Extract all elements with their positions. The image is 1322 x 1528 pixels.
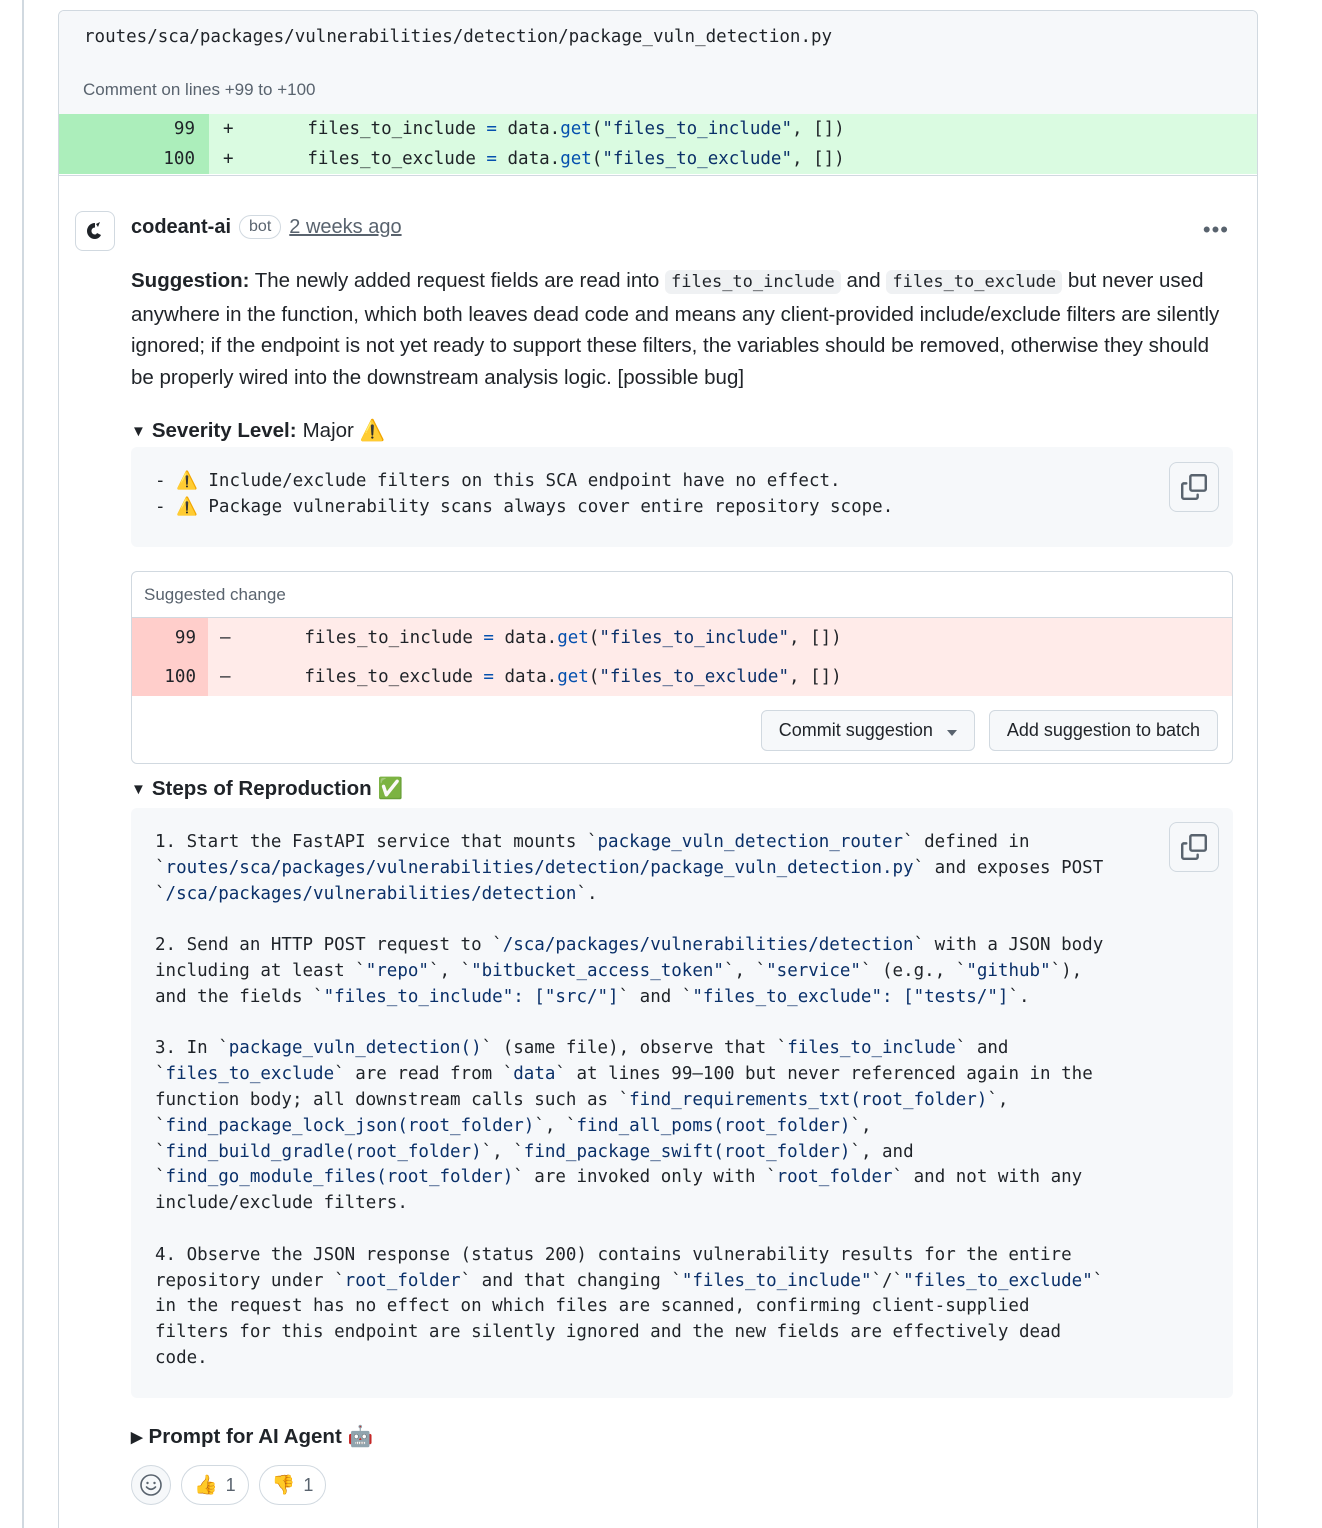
code-paren: (: [588, 666, 600, 687]
thumbs-down-count: 1: [303, 1474, 314, 1495]
code-args: , []): [789, 627, 842, 648]
step-3: 3. In `package_vuln_detection()` (same file), observe that `files_to_include` and `files_to_exclude` are read from `data` at lines 99–100 but never referenced again in the function body; all downstream calls such as `find_requirements_txt(root_folder)`, `find_package_lock_json(root_folder)`, `find_all_poms(root_folder)`, `find_build_gradle(root_folder)`, `find_package_swift(root_folder)`, and `find_go_module_files(root_folder)` are invoked only with `root_folder` and not with any include/exclude filters.: [155, 1038, 1093, 1214]
line-number[interactable]: 100: [59, 144, 209, 174]
copy-button[interactable]: [1169, 822, 1219, 872]
indent: [265, 149, 307, 169]
thumbs-down-icon: 👎: [271, 1475, 296, 1496]
step-2: 2. Send an HTTP POST request to `/sca/packages/vulnerabilities/detection` with a JSON body including at least `"repo"`, `"bitbucket_access_token"`, `"service"` (e.g., `"github"`), and the fields `"files_to_include": ["src/"]` and `"files_to_exclude": ["tests/"]`.: [155, 935, 1104, 1007]
robot-icon: 🤖: [347, 1425, 374, 1448]
code-op: =: [472, 666, 505, 687]
code-fn: get: [557, 666, 589, 687]
commit-suggestion-button[interactable]: [761, 710, 975, 751]
body-text: and: [840, 269, 887, 292]
code-line: [208, 657, 1232, 696]
code-fn: get: [560, 149, 592, 169]
code-args: , []): [792, 149, 845, 169]
code-paren: (: [591, 119, 603, 139]
code-op: =: [472, 627, 505, 648]
line-number[interactable]: 99: [59, 114, 209, 144]
comment-body: [131, 265, 1231, 393]
code-fn: get: [557, 627, 589, 648]
author-name[interactable]: codeant-ai: [131, 215, 232, 238]
code-op: =: [475, 119, 508, 139]
add-reaction-button[interactable]: [131, 1465, 171, 1505]
line-number: 100: [132, 657, 208, 696]
comment-on-range: +99 to +100: [224, 80, 316, 99]
code-args: , []): [792, 119, 845, 139]
avatar[interactable]: [75, 211, 115, 251]
steps-codeblock: [131, 808, 1233, 1398]
code-fn: get: [560, 119, 592, 139]
code-string: "files_to_include": [602, 119, 792, 139]
code-line: [209, 114, 1257, 144]
commit-suggestion-label: Commit suggestion: [778, 720, 933, 740]
file-path-header[interactable]: routes/sca/packages/vulnerabilities/detection/package_vuln_detection.py: [59, 11, 1257, 63]
body-text: The newly added request fields are read into: [249, 269, 666, 292]
code-string: "files_to_include": [599, 627, 789, 648]
code-obj: data.: [507, 119, 561, 139]
code-var: files_to_include: [307, 119, 476, 139]
diff-line: [59, 144, 1257, 174]
timeline-line: [22, 0, 24, 1528]
codeant-logo-icon: [84, 220, 106, 242]
comment-on-lines: [59, 63, 1257, 114]
chevron-down-icon: [947, 730, 957, 736]
suggestion-label: Suggestion:: [131, 269, 250, 292]
warning-icon: ⚠️: [359, 419, 386, 442]
diff-line: [132, 657, 1232, 696]
diff-line: [132, 618, 1232, 657]
steps-label: Steps of Reproduction: [151, 777, 372, 800]
severity-codeblock: [131, 447, 1233, 547]
diff-line: [59, 114, 1257, 144]
severity-value: Major: [302, 419, 354, 442]
copy-button[interactable]: [1169, 462, 1219, 512]
expanded-triangle-icon: ▼: [131, 780, 146, 798]
code-line: [208, 618, 1232, 657]
expanded-triangle-icon: ▼: [131, 422, 146, 440]
code-var: files_to_exclude: [307, 149, 476, 169]
review-thread-card: [58, 10, 1258, 1528]
diff-sign: –: [220, 666, 231, 687]
body-text: but never used anywhere in the function, which both leaves dead code and means any client-provided include/exclude filters are silently ignored; if the endpoint is not yet ready to support these filters, the variables should be removed, otherwise they should be properly wired into the downstream analysis logic. [possible bug]: [131, 269, 1220, 389]
code-args: , []): [789, 666, 842, 687]
suggested-change-title: Suggested change: [132, 572, 1232, 618]
reactions-bar: [131, 1465, 326, 1505]
diff-sign: +: [223, 119, 234, 139]
bot-badge: bot: [239, 215, 281, 239]
inline-code: files_to_include: [665, 270, 841, 294]
suggested-change-box: [131, 571, 1233, 764]
diff-sign: +: [223, 149, 234, 169]
thumbs-up-reaction[interactable]: [181, 1465, 249, 1505]
diff-table: [59, 114, 1257, 174]
add-to-batch-button[interactable]: Add suggestion to batch: [989, 710, 1218, 751]
indent: [262, 667, 304, 687]
suggested-diff: [132, 618, 1232, 696]
code-string: "files_to_exclude": [602, 149, 792, 169]
copy-icon: [1181, 834, 1207, 860]
severity-label: Severity Level:: [151, 419, 297, 442]
comment-timestamp[interactable]: 2 weeks ago: [289, 215, 402, 238]
severity-toggle[interactable]: [131, 419, 385, 443]
prompt-toggle[interactable]: [131, 1425, 373, 1449]
code-obj: data.: [504, 627, 558, 648]
comment-header: [131, 215, 402, 239]
code-line: [209, 144, 1257, 174]
prompt-label: Prompt for AI Agent: [148, 1425, 342, 1448]
thumbs-up-count: 1: [225, 1474, 236, 1495]
check-icon: ✅: [377, 777, 404, 800]
code-obj: data.: [507, 149, 561, 169]
indent: [265, 119, 307, 139]
copy-icon: [1181, 474, 1207, 500]
more-options-icon[interactable]: •••: [1202, 217, 1229, 242]
steps-toggle[interactable]: [131, 777, 403, 801]
line-number: 99: [132, 618, 208, 657]
thumbs-up-icon: 👍: [194, 1475, 218, 1496]
indent: [262, 628, 304, 648]
collapsed-triangle-icon: ▶: [131, 1429, 143, 1446]
smiley-icon: [139, 1473, 163, 1497]
divider: [59, 175, 1257, 176]
severity-line: - ⚠️ Package vulnerability scans always cover entire repository scope.: [155, 496, 894, 517]
code-obj: data.: [504, 666, 558, 687]
suggestion-actions: [761, 710, 1218, 751]
code-var: files_to_exclude: [304, 666, 473, 687]
code-op: =: [475, 149, 508, 169]
code-string: "files_to_exclude": [599, 666, 789, 687]
diff-sign: –: [220, 627, 231, 648]
inline-code: files_to_exclude: [886, 270, 1062, 294]
step-1: 1. Start the FastAPI service that mounts `package_vuln_detection_router` defined in `routes/sca/packages/vulnerabilities/detection/package_vuln_detection.py` and exposes POST `/sca/packages/vulnerabilities/detection`.: [155, 832, 1104, 904]
code-paren: (: [588, 627, 600, 648]
code-paren: (: [591, 149, 603, 169]
severity-line: - ⚠️ Include/exclude filters on this SCA endpoint have no effect.: [155, 471, 841, 491]
step-4: 4. Observe the JSON response (status 200) contains vulnerability results for the entire repository under `root_folder` and that changing `"files_to_include"`/`"files_to_exclude"` in the request has no effect on which files are scanned, confirming client-supplied filters for this endpoint are silently ignored and the new fields are effectively dead code.: [155, 1244, 1104, 1368]
comment-on-prefix: Comment on lines: [83, 80, 225, 99]
code-var: files_to_include: [304, 627, 473, 648]
thumbs-down-reaction[interactable]: [259, 1465, 327, 1505]
